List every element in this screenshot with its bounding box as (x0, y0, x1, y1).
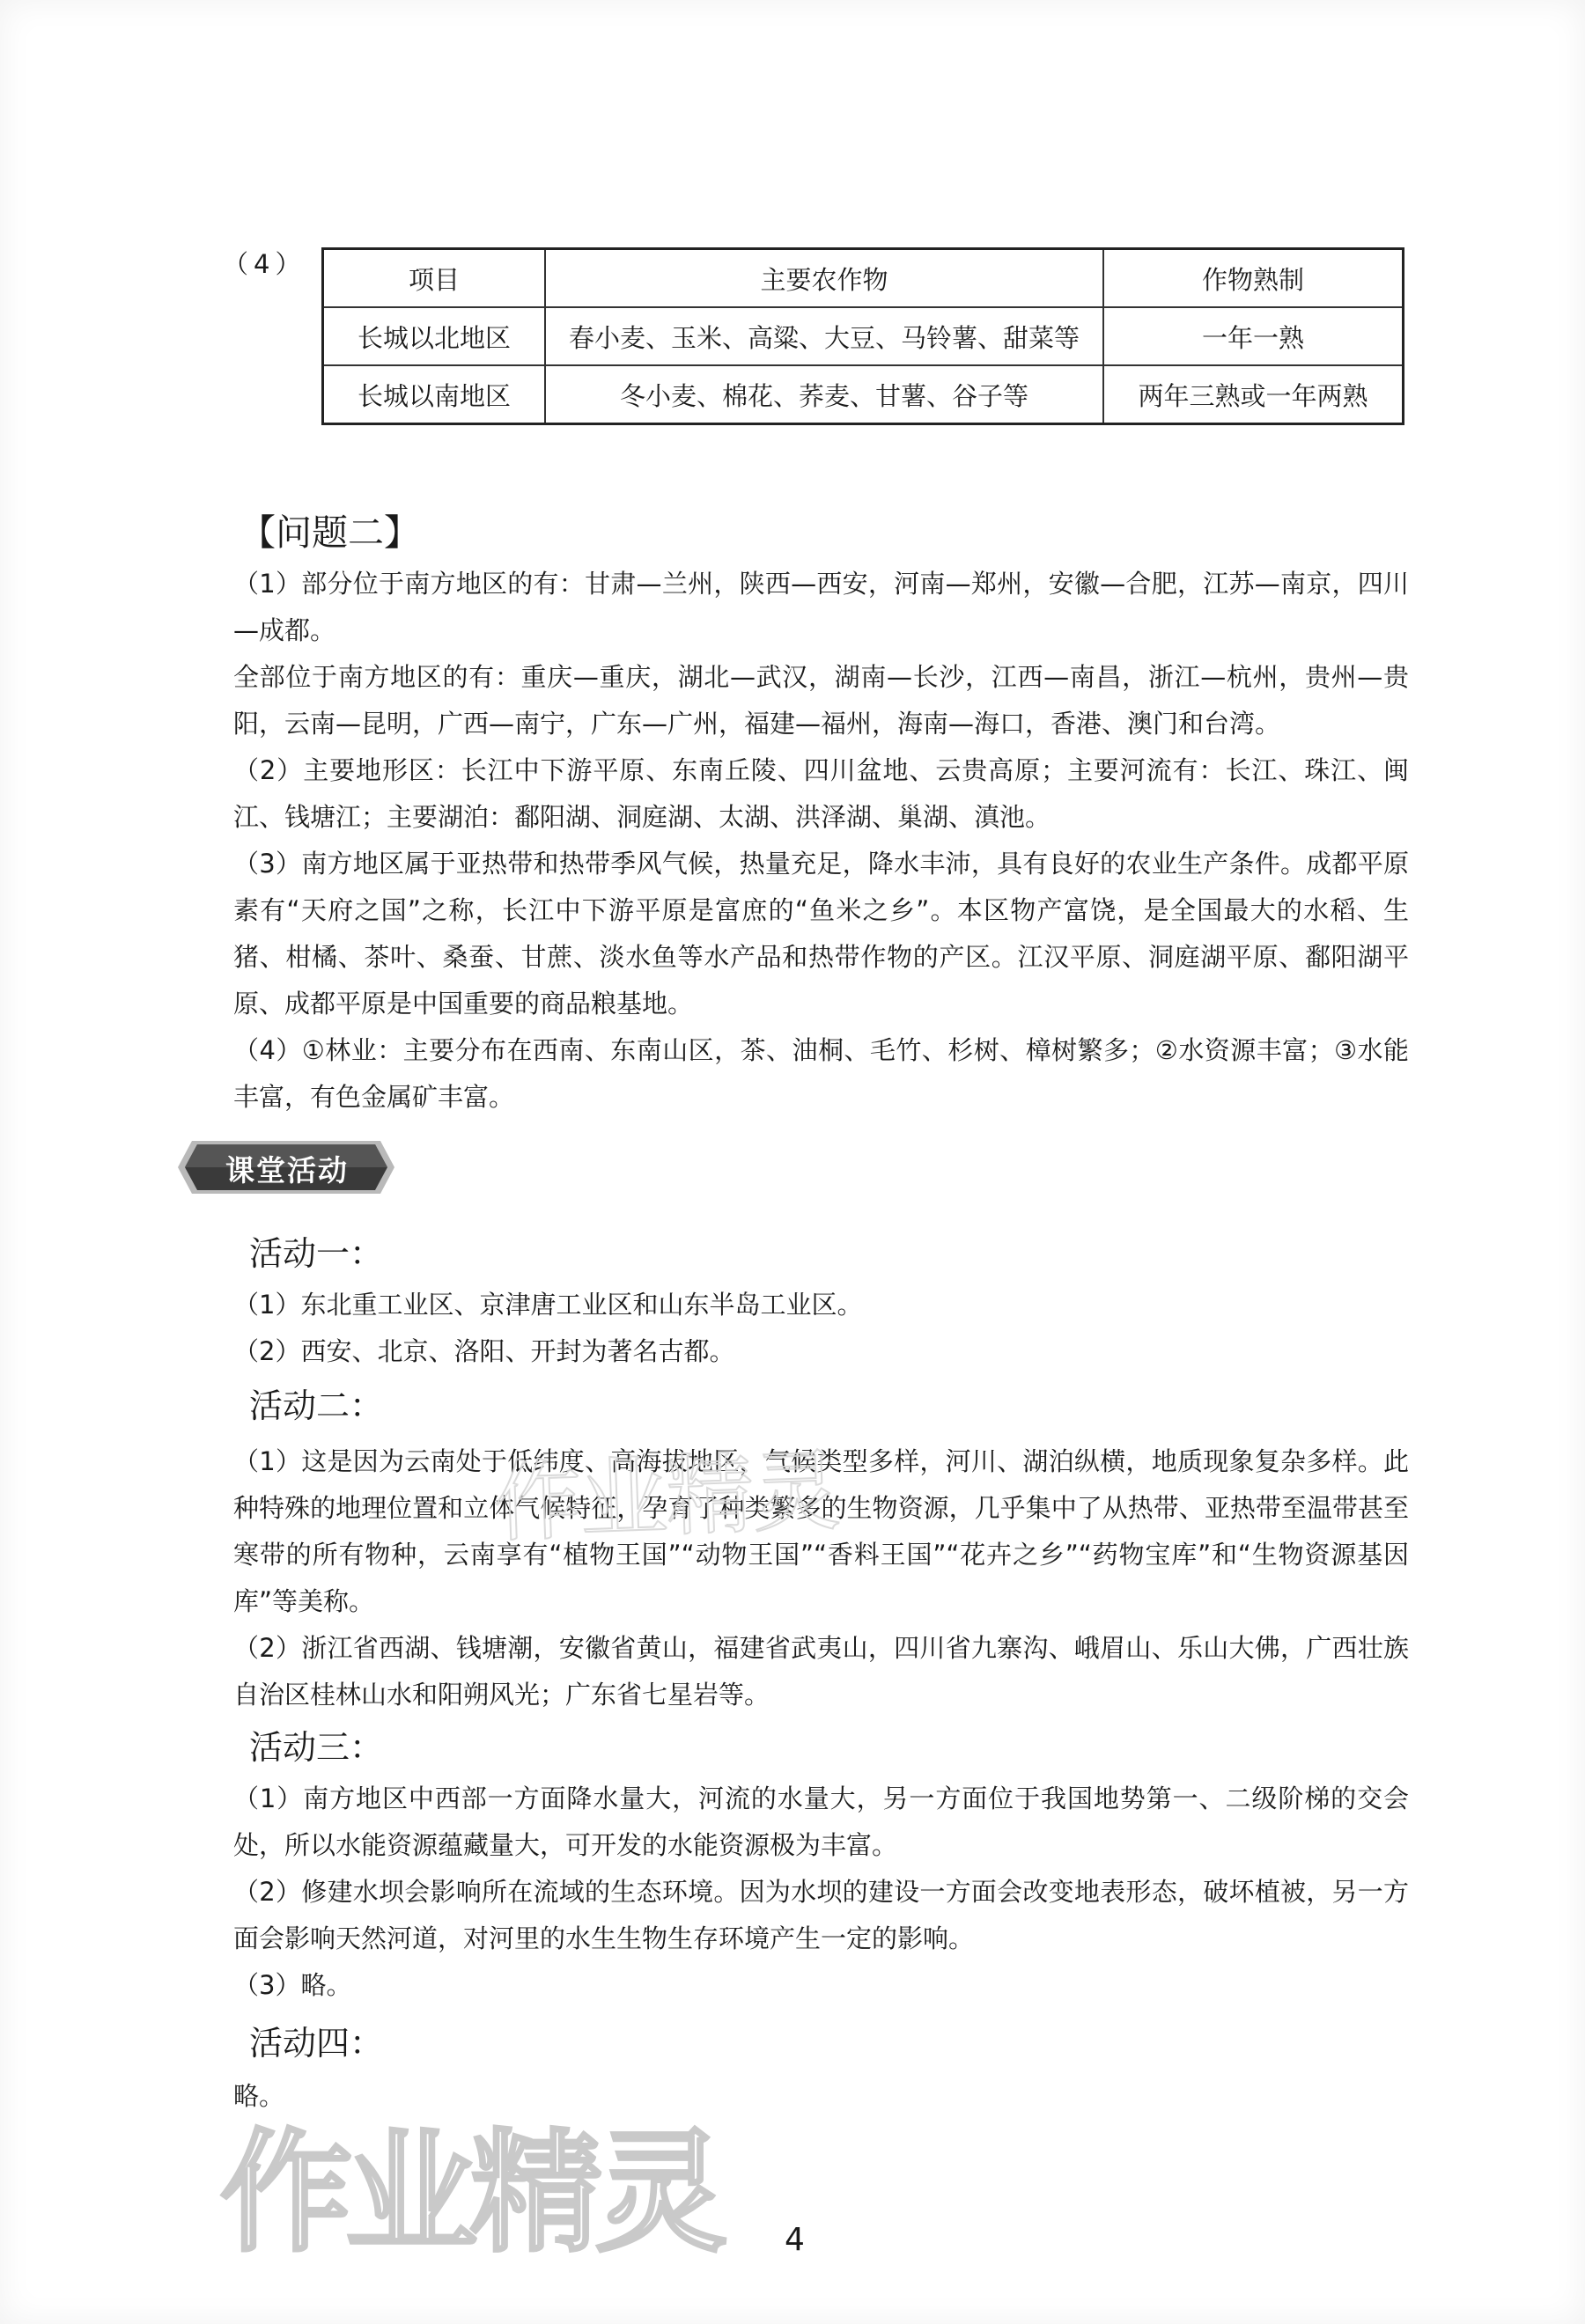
watermark-faint: 作业精灵 (491, 1439, 841, 1555)
crop-table (321, 247, 1404, 425)
paragraph: （1）南方地区中西部一方面降水量大，河流的水量大，另一方面位于我国地势第一、二级阶梯的交会处，所以水能资源蕴藏量大，可开发的水能资源极为丰富。 (233, 1783, 1409, 1860)
question-2-body (233, 561, 1409, 1121)
paragraph: （2）修建水坝会影响所在流域的生态环境。因为水坝的建设一方面会改变地表形态，破坏植被，另一方面会影响天然河道，对河里的水生生物生存环境产生一定的影响。 (233, 1877, 1409, 1953)
watermark: 作业精灵 (220, 2115, 721, 2270)
paragraph: （1）东北重工业区、京津唐工业区和山东半岛工业区。 (233, 1290, 863, 1320)
table-cell: 冬小麦、棉花、荞麦、甘薯、谷子等 (545, 365, 1103, 424)
table-header-row (323, 249, 1404, 308)
table-cell: 春小麦、玉米、高粱、大豆、马铃薯、甜菜等 (545, 307, 1103, 365)
activity-4-title: 活动四： (249, 2024, 384, 2063)
table-cell: 长城以南地区 (323, 365, 546, 424)
paragraph: 全部位于南方地区的有：重庆—重庆，湖北—武汉，湖南—长沙，江西—南昌，浙江—杭州，贵州—贵阳，云南—昆明，广西—南宁，广东—广州，福建—福州，海南—海口，香港、澳门和台湾。 (233, 662, 1409, 739)
badge-label: 课堂活动 (225, 1153, 349, 1188)
paragraph: （4）①林业：主要分布在西南、东南山区，茶、油桐、毛竹、杉树、樟树繁多；②水资源丰富；③水能丰富，有色金属矿丰富。 (233, 1035, 1409, 1112)
paragraph: （2）主要地形区：长江中下游平原、东南丘陵、四川盆地、云贵高原；主要河流有：长江、珠江、闽江、钱塘江；主要湖泊：鄱阳湖、洞庭湖、太湖、洪泽湖、巢湖、滇池。 (233, 755, 1409, 832)
table-header-cell: 作物熟制 (1103, 249, 1404, 308)
activity-1-title: 活动一： (249, 1234, 384, 1273)
activity-1-body (233, 1282, 1409, 1375)
table-header-cell: 项目 (323, 249, 546, 308)
class-activity-badge (176, 1136, 396, 1199)
paragraph: 略。 (233, 2081, 285, 2111)
paragraph: （1）部分位于南方地区的有：甘肃—兰州，陕西—西安，河南—郑州，安徽—合肥，江苏—南京，四川—成都。 (233, 569, 1409, 645)
table-row (323, 365, 1404, 424)
table-cell: 两年三熟或一年两熟 (1103, 365, 1404, 424)
table-cell: 一年一熟 (1103, 307, 1404, 365)
paragraph: （2）浙江省西湖、钱塘潮，安徽省黄山，福建省武夷山，四川省九寨沟、峨眉山、乐山大佛，广西壮族自治区桂林山水和阳朔风光；广东省七星岩等。 (233, 1633, 1409, 1710)
question-2-heading: 【问题二】 (240, 511, 420, 554)
question-4-label: （4） (223, 249, 306, 279)
paragraph: （3）南方地区属于亚热带和热带季风气候，热量充足，降水丰沛，具有良好的农业生产条件。成都平原素有“天府之国”之称，长江中下游平原是富庶的“鱼米之乡”。本区物产富饶，是全国最大的水稻、生猪、柑橘、茶叶、桑蚕、甘蔗、淡水鱼等水产品和热带作物的产区。江汉平原、洞庭湖平原、鄱阳湖平原、成都平原是中国重要的商品粮基地。 (233, 849, 1409, 1019)
table-header-cell: 主要农作物 (545, 249, 1103, 308)
page-number: 4 (785, 2222, 805, 2258)
activity-3-title: 活动三： (249, 1728, 384, 1767)
table-cell: 长城以北地区 (323, 307, 546, 365)
paragraph: （1）这是因为云南处于低纬度、高海拔地区，气候类型多样，河川、湖泊纵横，地质现象复杂多样。此种特殊的地理位置和立体气候特征，孕育了种类繁多的生物资源，几乎集中了从热带、亚热带至温带甚至寒带的所有物种，云南享有“植物王国”“动物王国”“香料王国”“花卉之乡”“药物宝库”和“生物资源基因库”等美称。 (233, 1446, 1409, 1616)
table-row (323, 307, 1404, 365)
paragraph: （3）略。 (233, 1970, 352, 2000)
activity-2-title: 活动二： (249, 1386, 384, 1425)
paragraph: （2）西安、北京、洛阳、开封为著名古都。 (233, 1336, 735, 1366)
activity-3-body (233, 1776, 1409, 2009)
